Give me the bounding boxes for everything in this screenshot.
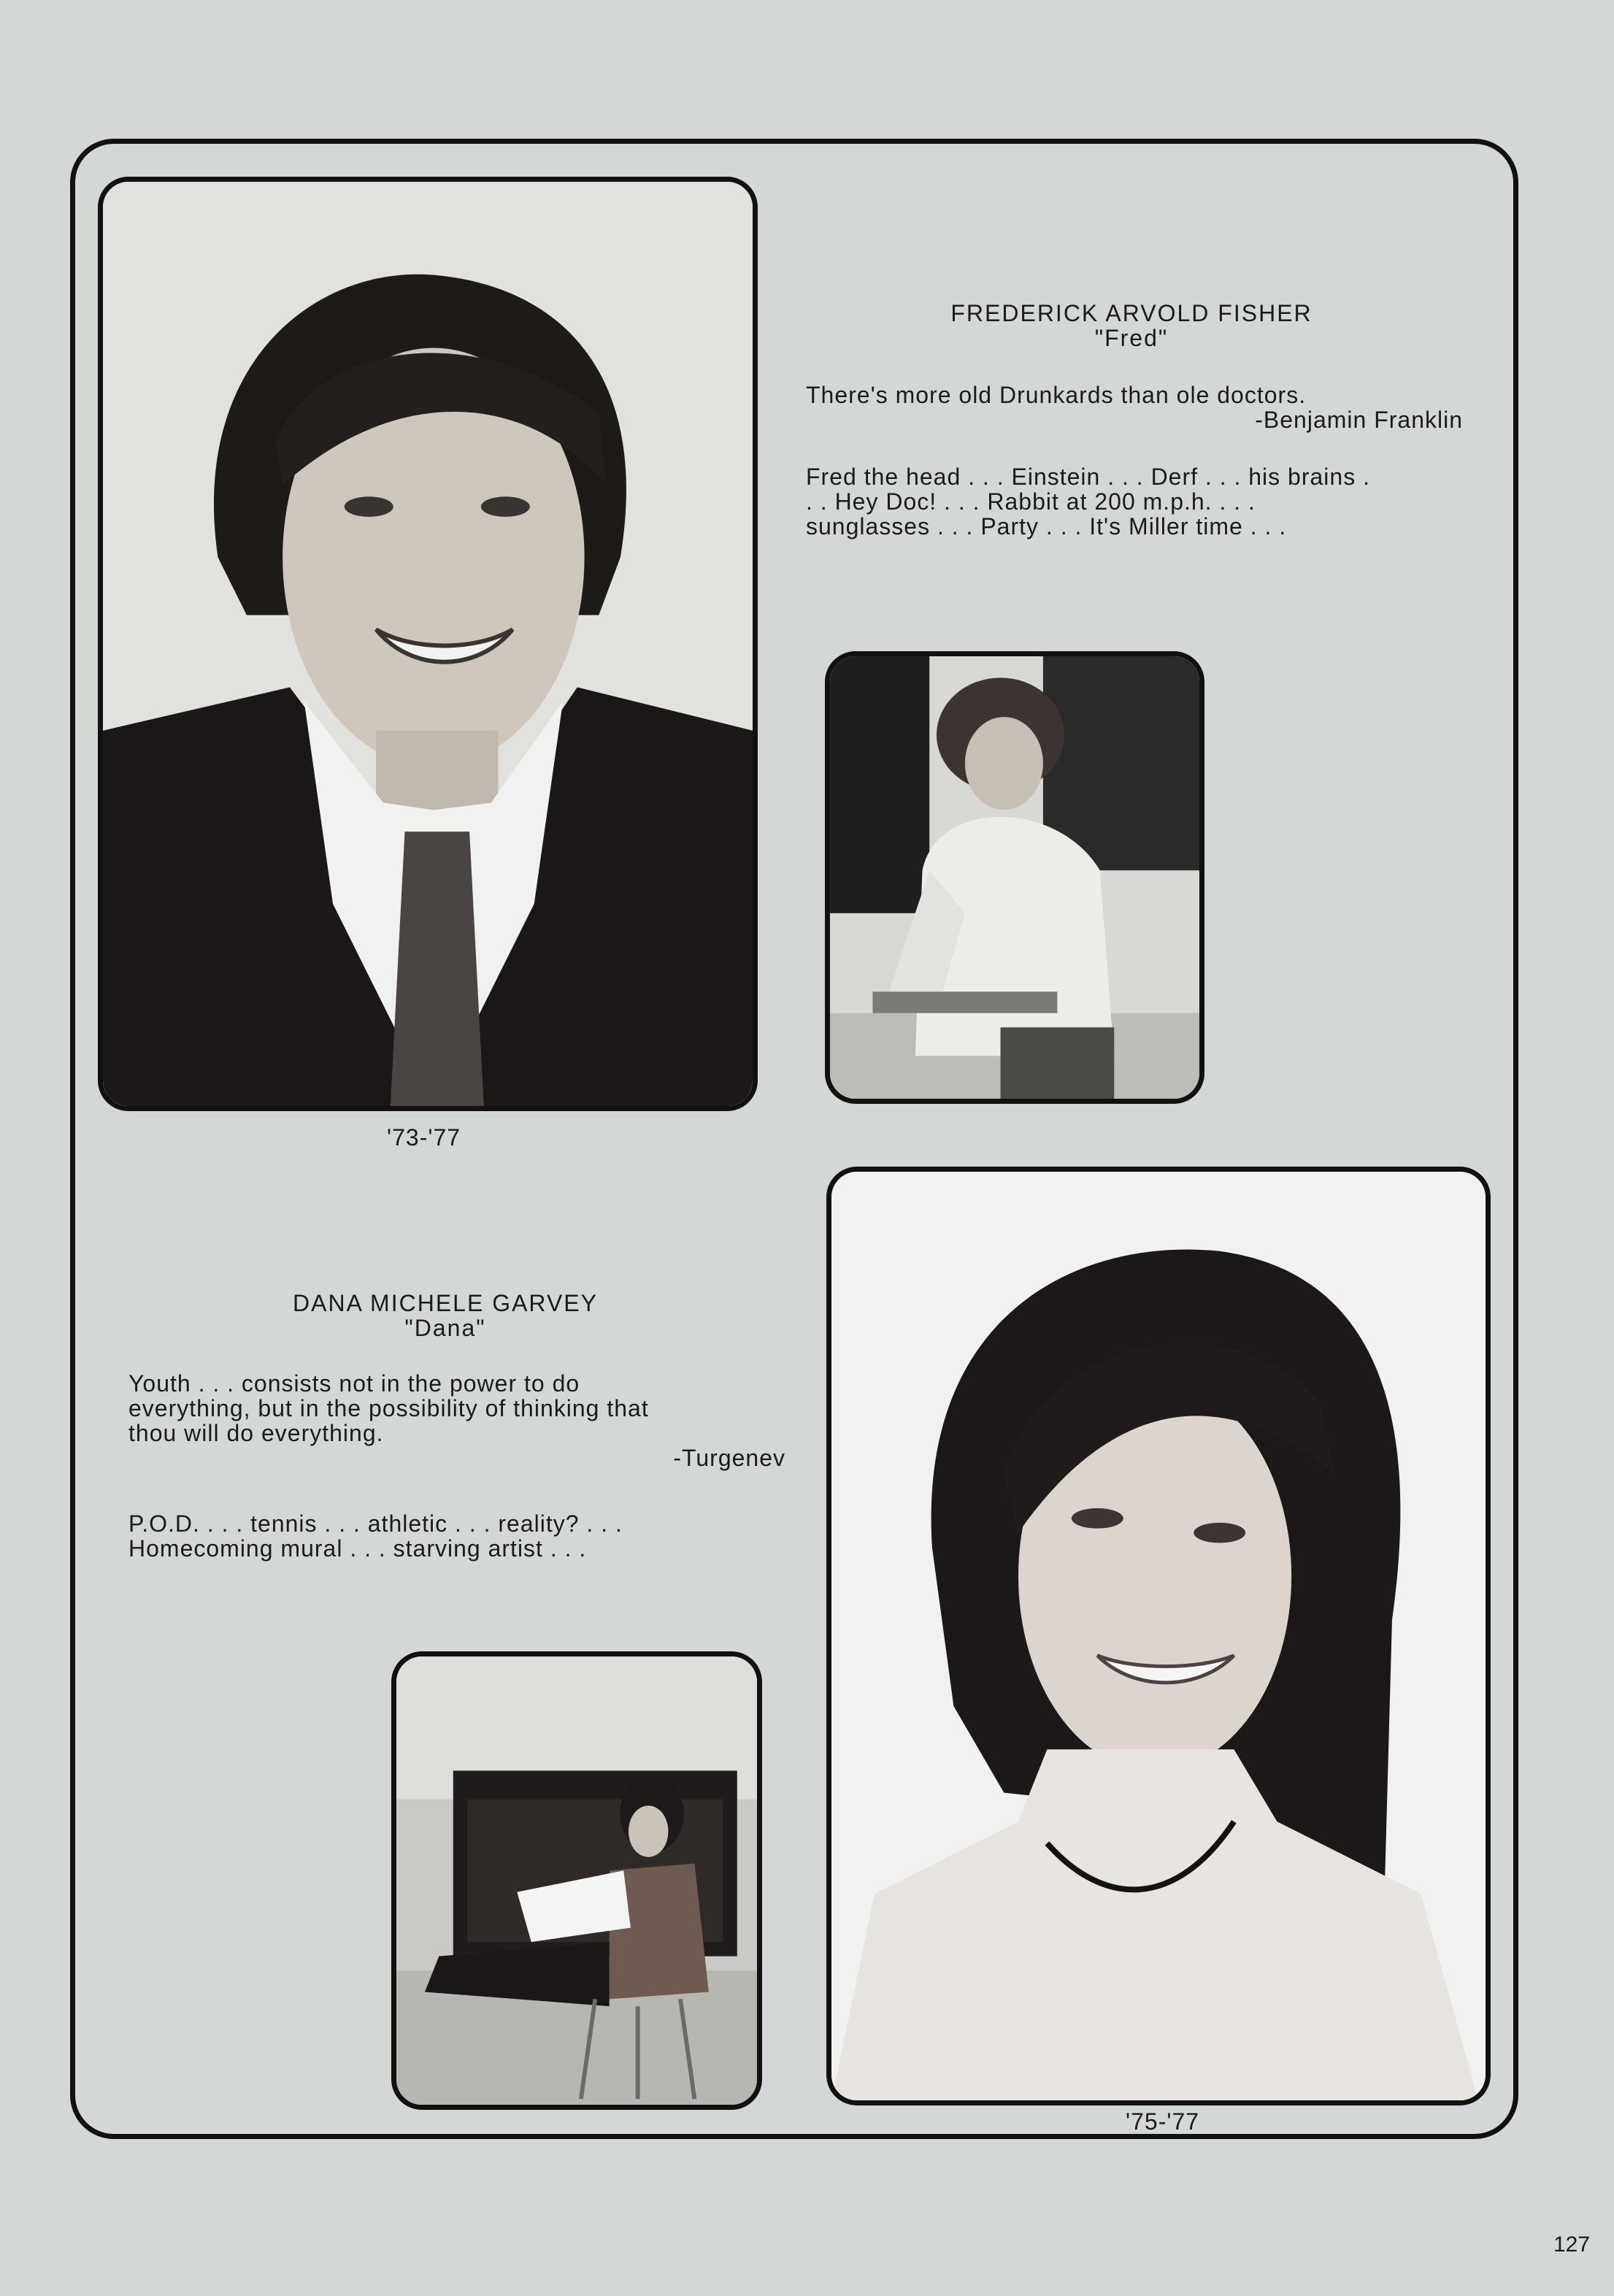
memory-line: P.O.D. . . . tennis . . . athletic . . . reality? . . .	[128, 1510, 623, 1537]
years-dana: '75-'77	[1126, 2108, 1200, 2135]
memory-line: Fred the head . . . Einstein . . . Derf . . . his brains .	[806, 464, 1370, 490]
nickname-dana: "Dana"	[404, 1315, 486, 1341]
quote-line: everything, but in the possibility of thinking that	[128, 1395, 649, 1421]
portrait-photo-dana	[826, 1167, 1491, 2105]
quote-attribution-fred: -Benjamin Franklin	[1255, 407, 1463, 433]
quote-line: Youth . . . consists not in the power to do	[128, 1370, 580, 1397]
portrait-photo-fred	[98, 177, 758, 1111]
memory-line: Homecoming mural . . . starving artist . . .	[128, 1535, 587, 1562]
nickname-fred: "Fred"	[1094, 325, 1169, 351]
memory-line: sunglasses . . . Party . . . It's Miller time . . .	[806, 513, 1287, 540]
name-dana: DANA MICHELE GARVEY	[293, 1290, 598, 1316]
memories-fred	[806, 464, 1463, 539]
candid-photo-dana	[391, 1651, 762, 2110]
quote-fred	[806, 383, 1463, 432]
memories-dana	[128, 1511, 785, 1561]
quote-line: thou will do everything.	[128, 1420, 384, 1446]
years-fred: '73-'77	[387, 1124, 461, 1151]
name-fred: FREDERICK ARVOLD FISHER	[950, 300, 1313, 326]
quote-attribution-dana: -Turgenev	[673, 1445, 785, 1471]
page-number: 127	[1553, 2232, 1591, 2257]
quote-text-fred: There's more old Drunkards than ole doctors.	[806, 382, 1307, 408]
memory-line: . . Hey Doc! . . . Rabbit at 200 m.p.h. . . .	[806, 488, 1256, 515]
student-name-fred	[803, 301, 1460, 350]
quote-dana	[128, 1371, 785, 1470]
student-name-dana	[117, 1291, 774, 1340]
candid-photo-fred	[825, 651, 1204, 1104]
